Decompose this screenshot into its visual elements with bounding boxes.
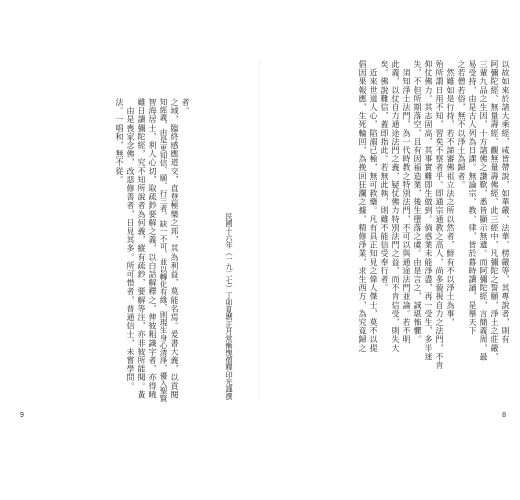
text-column: 然雖如是行持，若不諦審佛祖立法之所以然者，鮮有不以淨土為事， xyxy=(446,60,455,327)
text-column: 由是喪家念佛，改惡修善者，日見其多。所可惜者，普通信士，未嘗學問。 xyxy=(126,98,135,391)
page-number: 9 xyxy=(20,412,24,419)
text-column: 矣。佛說難信，蓋即指此。若無此執，則雖不能信受奉行者。 xyxy=(380,60,389,293)
text-column: 易受持，由是古人列為日課。無論宗、教、律，皆於暮時讀誦，是舉天下 xyxy=(468,60,477,336)
text-column: 以故如來於諸大乘經，咸皆帶說，如華嚴、法華、楞嚴等，其專說者，則有 xyxy=(501,60,510,344)
text-column: 三輩九品之生因，十方諸佛之讚歎，悉皆顯示無遺。而阿彌陀經，言簡義周，最 xyxy=(479,60,488,361)
right-page xyxy=(260,0,520,500)
text-column: 者。 xyxy=(181,98,190,116)
text-column: 仰仗佛力。其志固高，其事實難即生做到。倘惑業未能淨盡，再一受生，多半迷 xyxy=(424,60,433,361)
text-column: 失，不但所期落空，且有因福造業，後生墮落之虞。由是言之，誠堪怖懼。 xyxy=(413,60,422,344)
text-column: 近來世道人心，陷溺已極，無可救藥。凡有具正知見之偉人傑士，莫不以提 xyxy=(369,60,378,353)
text-column: 之若僧若俗，無不以淨土為歸者。 xyxy=(457,60,466,189)
text-column: 阿彌陀經、無量壽經、觀無量壽佛經、此三經中，凡彌陀之誓願，淨土之莊嚴， xyxy=(490,60,499,361)
colophon-signature: 民國十六年（一九二七）丁卯夏曆正月常慚愧僧釋印光謹撰 xyxy=(225,155,234,400)
text-column: 殆所謂日用不知，習矣不察者乎。即通宗通教之高人，尚多藐視自力之法門，不肯 xyxy=(435,60,444,370)
text-column: 智海居士，利人心切，取疏鈔要解之義，以白話解釋之，俾彼粗識字者，亦得曉 xyxy=(148,98,157,399)
page-number: 8 xyxy=(502,412,506,419)
text-column: 須知淨土法門，為一代時教之特別法門，不可以與通途法門並論。若不明 xyxy=(402,60,411,344)
text-column: 倡因果報應，生死輪回，為挽回狂瀾之據，精修淨業，求生西方，為究竟歸之 xyxy=(358,60,367,353)
text-column: 之域，臨終感應道交，直登極樂之邦，其為利益，莫能名焉。爰書大義，以貢閱 xyxy=(170,98,179,399)
text-column: 知經義，由是更知信、願、行三者，缺一不可，並以轉化有緣，則現生身心清淨，優入聖賢 xyxy=(159,98,168,402)
text-column: 雖日讀彌陀經，究不知所說者為何義，縱有疏鈔，要解等注，亦非彼所能閱。黃 xyxy=(137,98,146,399)
text-column: 此義，以仗自力通途法門之義，疑仗佛力特別法門之益，而不肯信受，則失大 xyxy=(391,60,400,353)
text-column: 法。一唱和，無不從。 xyxy=(115,98,124,184)
